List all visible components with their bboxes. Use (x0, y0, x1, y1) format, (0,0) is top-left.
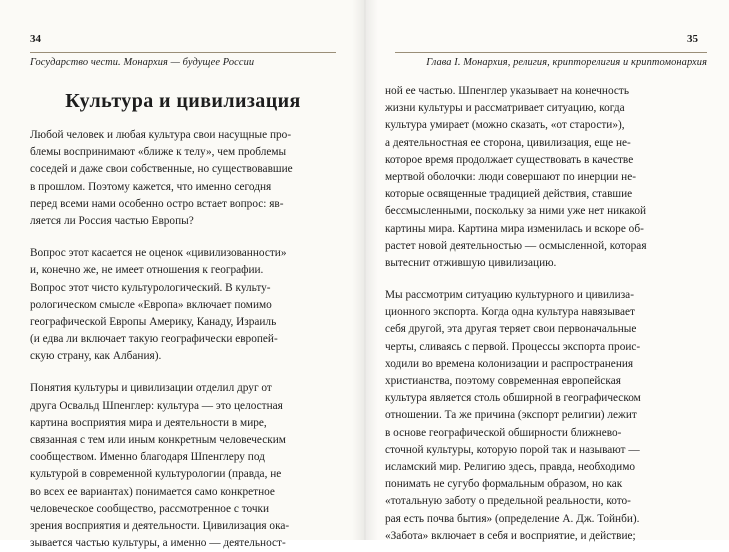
text-line: скую страну, как Албания). (30, 350, 162, 363)
text-line: бессмысленными, поскольку за ними уже нет никакой (385, 205, 647, 218)
text-line: ной ее частью. Шпенглер указывает на конечность (385, 85, 629, 97)
body-text-left (30, 127, 340, 552)
text-line: христианства, поэтому современная европейская (385, 375, 621, 387)
text-line: соседей и даже свои собственные, но существовавшие (30, 163, 293, 176)
text-line: «тотальную заботу о предельной реальности, кото- (385, 495, 631, 508)
paragraph-gap (30, 230, 340, 245)
text-line: ляется ли Россия частью Европы? (30, 214, 194, 227)
text-line: перед всеми нами особенно остро встает вопрос: яв- (30, 197, 284, 210)
chapter-title: Культура и цивилизация (65, 90, 301, 112)
paragraph-gap (385, 272, 707, 287)
text-line: Вопрос этот чисто культурологический. В культу- (30, 281, 271, 294)
text-line: ционного экспорта. Когда одна культура навязывает (385, 306, 635, 319)
text-line: рологическом смысле «Европа» включает помимо (30, 298, 272, 311)
text-line: друга Освальд Шпенглер: культура — это целостная (30, 399, 283, 412)
text-line: культура умирает (можно сказать, «от старости»), (385, 119, 625, 132)
paragraph (30, 380, 340, 552)
text-line: себя другой, эта другая теряет свои первоначальные (385, 323, 637, 336)
paragraph-gap (30, 365, 340, 380)
text-line: понимать не сугубо формальным образом, но как (385, 478, 623, 491)
text-line: отношении. Та же причина (экспорт религии) лежит (385, 409, 637, 422)
text-line: сточной культуры, которую порой так и называют — (385, 443, 640, 456)
text-line: (и едва ли включает такую географически европей- (30, 333, 278, 346)
text-line: рая есть почва бытия» (определение А. Дж. Тойнби). (385, 512, 640, 525)
paragraph (385, 83, 707, 272)
text-line: Мы рассмотрим ситуацию культурного и цивилиза- (385, 289, 634, 302)
text-line: Любой человек и любая культура свои насущные про- (30, 129, 292, 141)
text-line: «Забота» включает в себя и восприятие, и действие; (385, 529, 636, 542)
running-header-right: Глава I. Монархия, религия, крипторелигия и криптомонархия (426, 57, 707, 68)
text-line: географической Европы Америку, Канаду, Израиль (30, 315, 277, 328)
text-line: Вопрос этот касается не оценок «цивилизованности» (30, 247, 287, 260)
text-line: ходили во времена колонизации и распространения (385, 357, 634, 370)
text-line: вытеснит отжившую цивилизацию. (385, 256, 557, 269)
paragraph (30, 127, 340, 230)
text-line: культура является столь обширной в географическом (385, 392, 641, 405)
text-line: исламский мир. Религию здесь, правда, необходимо (385, 460, 635, 473)
text-line: в прошлом. Поэтому кажется, что именно сегодня (30, 180, 272, 193)
paragraph (385, 287, 707, 545)
text-line: картина восприятия мира и деятельности в мире, (30, 416, 267, 429)
paragraph (30, 245, 340, 365)
text-line: которое время продолжает существовать в качестве (385, 153, 634, 166)
text-line: Понятия культуры и цивилизации отделил друг от (30, 382, 272, 395)
text-line: зрения восприятия и деятельности. Цивилизация ока- (30, 519, 290, 532)
header-rule-left (30, 52, 336, 53)
text-line: черты, сливаясь с первой. Процессы экспорта проис- (385, 340, 641, 353)
right-page (365, 0, 729, 540)
body-text-right (385, 83, 707, 545)
text-line: в основе географической обширности ближнево- (385, 426, 622, 439)
text-line: картины мира. Картина мира изменилась и вскоре об- (385, 222, 644, 235)
text-line: связанная с тем или иным конкретным человеческим (30, 434, 286, 446)
text-line: сообществом. Именно благодаря Шпенглеру под (30, 451, 265, 464)
text-line: культурой в современной культурологии (правда, не (30, 468, 282, 481)
text-line: и, конечно же, не имеет отношения к географии. (30, 264, 264, 277)
text-line: человеческое сообщество, рассмотренное с точки (30, 502, 270, 515)
text-line: растет новой деятельностью — осмысленной, которая (385, 239, 647, 252)
running-header-left: Государство чести. Монархия — будущее России (30, 57, 255, 68)
text-line: зывается частью культуры, а именно — деятельност- (30, 537, 286, 550)
page-number-left: 34 (30, 33, 41, 45)
page-number-right: 35 (687, 33, 698, 45)
text-line: мертвой оболочки: люди совершают по инерции не- (385, 170, 636, 183)
left-page (0, 0, 364, 550)
text-line: а деятельностная ее сторона, цивилизация, еще не- (385, 136, 631, 149)
text-line: блемы воспринимают «ближе к телу», чем проблемы (30, 146, 287, 159)
text-line: которые освященные традицией действия, ставшие (385, 188, 633, 201)
text-line: жизни культуры и рассматривает ситуацию, когда (385, 102, 625, 115)
header-rule-right (395, 52, 707, 53)
text-line: во всех ее вариантах) понимается само конкретное (30, 485, 275, 498)
